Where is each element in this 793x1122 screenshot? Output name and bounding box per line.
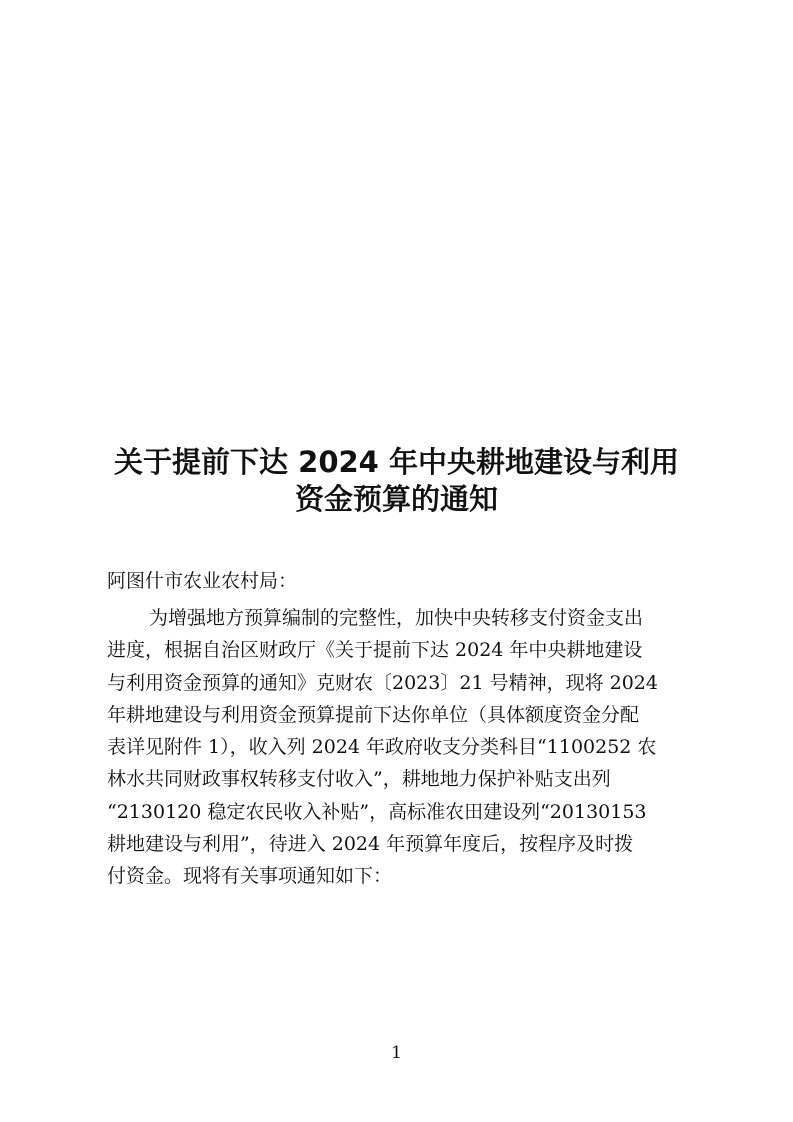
page-number: 1 (391, 1043, 402, 1063)
body-line: 耕地建设与利用”，待进入 2024 年预算年度后，按程序及时拨 (107, 833, 634, 856)
body-line: 年耕地建设与利用资金预算提前下达你单位（具体额度资金分配 (107, 703, 640, 726)
document-title-line-1: 关于提前下达 2024 年中央耕地建设与利用 (114, 445, 679, 479)
document-title-line-2: 资金预算的通知 (294, 482, 498, 516)
body-line: 为增强地方预算编制的完整性，加快中央转移支付资金支出 (149, 607, 644, 629)
body-line: 与利用资金预算的通知》克财农〔2023〕21 号精神，现将 2024 (107, 671, 658, 694)
body-line: 付资金。现将有关事项通知如下： (107, 865, 393, 888)
body-paragraph (107, 602, 692, 893)
body-line: 林水共同财政事权转移支付收入”，耕地地力保护补贴支出列 (107, 768, 611, 791)
salutation: 阿图什市农业农村局： (107, 570, 298, 592)
body-line: “2130120 稳定农民收入补贴”，高标准农田建设列“20130153 (107, 800, 647, 823)
body-line: 进度，根据自治区财政厅《关于提前下达 2024 年中央耕地建设 (107, 639, 643, 662)
body-line: 表详见附件 1），收入列 2024 年政府收支分类科目“1100252 农 (107, 736, 657, 759)
